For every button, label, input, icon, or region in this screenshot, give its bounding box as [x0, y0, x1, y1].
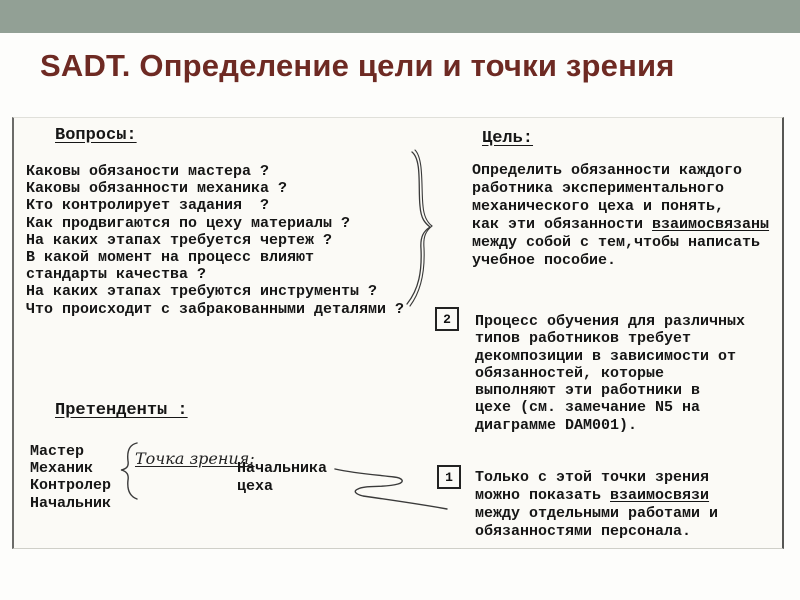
note2-line: выполняют эти работники в	[475, 382, 701, 400]
note1-line-pre: можно показать	[475, 487, 611, 504]
top-accent-bar	[0, 0, 800, 33]
note2-line: Процесс обучения для различных	[475, 313, 746, 330]
note1-number: 1	[445, 469, 453, 485]
note1-number-box	[437, 465, 461, 489]
questions-heading: Вопросы:	[55, 126, 137, 145]
question-line: На каких этапах требуется чертеж ?	[26, 231, 333, 249]
question-line: Каковы обязаности мастера ?	[26, 163, 270, 180]
note2-line: диаграмме DAM001).	[475, 416, 638, 434]
note1-line: между отдельными работами и	[475, 505, 719, 522]
note2-line: обязанностей, которые	[475, 364, 665, 382]
goal-line	[472, 216, 769, 234]
note2-number-box	[435, 307, 459, 331]
goal-line: учебное пособие.	[472, 252, 617, 269]
questions-list	[26, 163, 404, 318]
goal-line-pre: как эти обязанности	[472, 216, 653, 233]
candidate-item: Начальник	[30, 494, 112, 512]
viewpoint-label: Точка зрения:	[135, 449, 255, 468]
question-line: Что происходит с забракованными деталями ?	[26, 300, 405, 318]
viewpoint-value-line: цеха	[237, 477, 274, 495]
note1-line: Только с этой точки зрения	[475, 469, 710, 486]
viewpoint-value-line: Начальника	[237, 460, 328, 477]
note1-line	[475, 487, 718, 505]
goal-line: Определить обязанности каждого	[472, 162, 743, 179]
candidates-heading: Претенденты :	[55, 401, 188, 420]
goal-line: работника экспериментального	[472, 180, 725, 197]
candidate-item: Мастер	[30, 443, 85, 460]
note2-line: цехе (см. замечание N5 на	[475, 399, 701, 417]
question-line: На каких этапах требуются инструменты ?	[26, 283, 378, 301]
scanned-document	[12, 117, 784, 549]
goal-heading: Цель:	[482, 129, 534, 148]
question-line: стандарты качества ?	[26, 266, 207, 284]
question-line: Каковы обязанности механика ?	[26, 180, 288, 198]
curly-brace-right	[402, 146, 446, 314]
candidate-item: Контролер	[30, 477, 112, 495]
note1-underlined-word: взаимосвязи	[610, 487, 710, 504]
question-line: Кто контролирует задания ?	[26, 197, 270, 215]
goal-line: механического цеха и понять,	[472, 198, 725, 215]
question-line: Как продвигаются по цеху материалы ?	[26, 214, 351, 232]
goal-paragraph	[472, 162, 769, 270]
note1-line: обязанностями персонала.	[475, 523, 692, 540]
note2-line: декомпозиции в зависимости от	[475, 347, 737, 365]
goal-underlined-word: взаимосвязаны	[652, 216, 770, 233]
slide-title: SADT. Определение цели и точки зрения	[40, 48, 675, 83]
note2-paragraph	[475, 313, 745, 434]
candidates-list	[30, 443, 111, 512]
note1-paragraph	[475, 469, 718, 541]
candidate-item: Механик	[30, 460, 94, 478]
viewpoint-value	[237, 460, 327, 495]
question-line: В какой момент на процесс влияют	[26, 249, 315, 267]
goal-line: между собой с тем,чтобы написать	[472, 234, 761, 251]
note2-line: типов работников требует	[475, 330, 692, 348]
note2-number: 2	[443, 311, 451, 327]
